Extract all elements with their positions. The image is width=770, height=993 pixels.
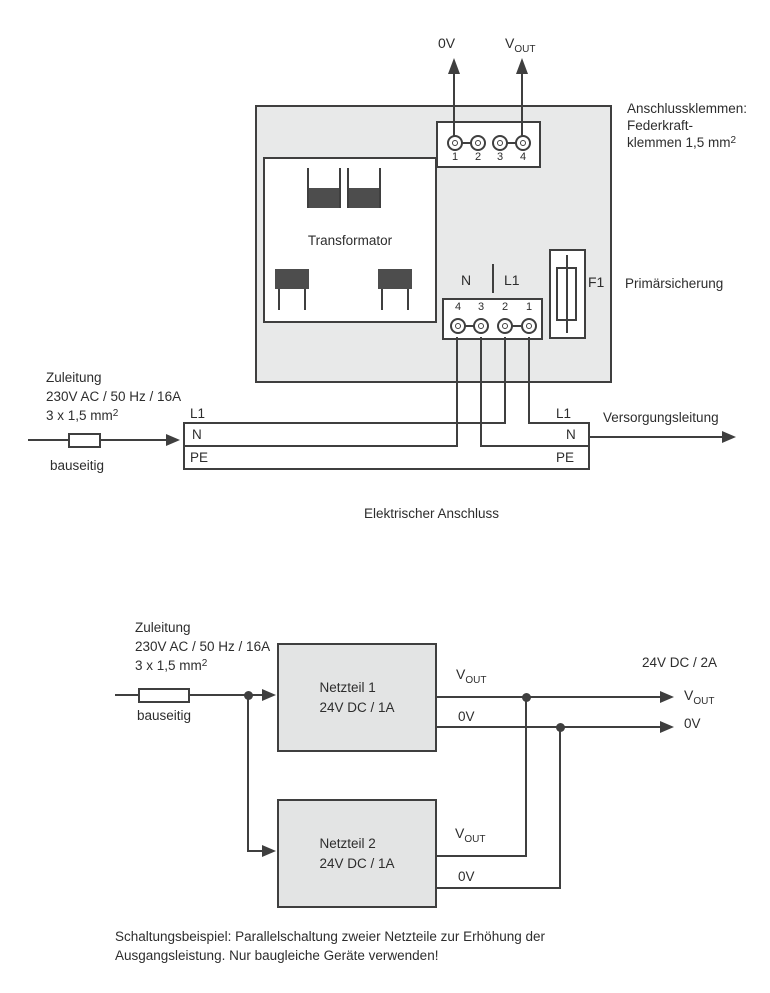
branch-wire (247, 850, 262, 852)
coil-leg (381, 289, 383, 310)
annotation-line: klemmen 1,5 mm (627, 135, 731, 150)
label-psu1-vout (456, 666, 487, 686)
label-l1-left: L1 (190, 406, 206, 421)
label-n-right: N (566, 427, 576, 442)
bus-right-edge (588, 422, 590, 470)
bus-pe-line (183, 468, 590, 470)
transformer-label: Transformator (307, 233, 393, 248)
annotation-anschlussklemmen (627, 100, 747, 153)
label-l1-block: L1 (504, 272, 520, 288)
psu1-rating: 24V DC / 1A (319, 699, 395, 715)
vout-main: V (456, 666, 466, 682)
caption-line: Ausgangsleistung. Nur baugleiche Geräte verwenden! (115, 948, 439, 963)
wire-output-0v (453, 74, 455, 137)
wire-terminal3-n (480, 337, 482, 447)
psu2-text (277, 799, 437, 908)
label-pe-left: PE (190, 450, 209, 465)
label-f1: F1 (588, 274, 605, 290)
label-psu1-0v: 0V (458, 709, 475, 724)
label-output-0v: 0V (684, 716, 701, 731)
terminal-number: 3 (496, 151, 504, 163)
annotation-line: Anschlussklemmen: (627, 101, 748, 116)
label-pe-right: PE (556, 450, 575, 465)
parallel-wire-vout (525, 697, 527, 857)
terminal-number: 3 (477, 301, 485, 313)
branch-wire (247, 695, 249, 851)
coil-icon (307, 168, 341, 208)
wire-terminal2-l1 (504, 337, 506, 424)
supply-text (46, 408, 118, 424)
terminal-number: 2 (474, 151, 482, 163)
coil-icon (378, 269, 412, 289)
psu1-0v-wire (437, 726, 660, 728)
label-n-block: N (461, 272, 472, 288)
psu1-vout-wire (437, 696, 660, 698)
label-combined-rating: 24V DC / 2A (642, 655, 718, 670)
arrow-right-icon (262, 689, 276, 701)
line-fuse-icon (68, 433, 101, 448)
bus-left-edge (183, 422, 185, 470)
psu2-rating: 24V DC / 1A (319, 855, 395, 871)
vout-main: V (455, 825, 465, 841)
terminal-number: 4 (519, 151, 527, 163)
terminal-number: 1 (525, 301, 533, 313)
psu2-vout-wire (437, 855, 527, 857)
junction-dot (244, 691, 253, 700)
supply-text-base: 3 x 1,5 mm (135, 658, 202, 673)
fuse-f1-icon (556, 267, 577, 321)
label-vout-top (505, 35, 536, 55)
annotation-line: Federkraft- (627, 118, 694, 133)
vout-sub: OUT (465, 675, 487, 686)
arrow-right-icon (262, 845, 276, 857)
vout-sub: OUT (514, 44, 536, 55)
bus-l1-line-right (528, 422, 590, 424)
supply-text: Zuleitung (46, 370, 102, 385)
terminal-circle (497, 318, 513, 334)
terminal-circle (473, 318, 489, 334)
psu1-name: Netzteil 1 (319, 679, 376, 695)
terminal-circle (450, 318, 466, 334)
terminal-link (512, 325, 521, 327)
supply-text: 230V AC / 50 Hz / 16A (135, 639, 271, 654)
label-l1-right: L1 (556, 406, 572, 421)
label-n-left: N (192, 427, 202, 442)
coil-leg (278, 289, 280, 310)
terminal-number: 1 (451, 151, 459, 163)
arrow-right-icon (166, 434, 180, 446)
arrow-up-icon (516, 58, 528, 74)
bus-n-line-right (480, 445, 590, 447)
terminal-circle (515, 135, 531, 151)
psu2-0v-wire (437, 887, 561, 889)
caption-line: Schaltungsbeispiel: Parallelschaltung zweier Netzteile zur Erhöhung der (115, 929, 545, 944)
supply-text-sup: 2 (112, 408, 119, 419)
divider-tick (492, 264, 494, 293)
supply-text-sup: 2 (201, 658, 208, 669)
bus-l1-line-left (183, 422, 506, 424)
label-psu2-vout (455, 825, 486, 845)
arrow-right-icon (722, 431, 736, 443)
arrow-right-icon (660, 691, 674, 703)
label-bauseitig: bauseitig (137, 708, 192, 723)
vout-sub: OUT (464, 834, 486, 845)
label-0v-top: 0V (438, 35, 456, 51)
caption-elektrischer-anschluss: Elektrischer Anschluss (364, 506, 500, 521)
supply-text-base: 3 x 1,5 mm (46, 408, 113, 423)
label-psu2-0v: 0V (458, 869, 475, 884)
label-primaersicherung: Primärsicherung (625, 276, 724, 291)
wire-output-vout (521, 74, 523, 137)
terminal-number: 2 (501, 301, 509, 313)
junction-dot (556, 723, 565, 732)
junction-dot (522, 693, 531, 702)
terminal-circle (447, 135, 463, 151)
bus-n-line-left (183, 445, 458, 447)
versorgung-wire (590, 436, 722, 438)
caption-schaltungsbeispiel (115, 927, 545, 965)
terminal-circle (521, 318, 537, 334)
parallel-wire-0v (559, 727, 561, 889)
label-bauseitig: bauseitig (50, 458, 105, 473)
supply-text: Zuleitung (135, 620, 191, 635)
coil-icon (347, 168, 381, 208)
label-output-vout (684, 687, 715, 707)
terminal-circle (470, 135, 486, 151)
annotation-sup: 2 (730, 135, 737, 146)
wire-terminal4-n (456, 337, 458, 447)
terminal-number: 4 (454, 301, 462, 313)
terminal-circle (492, 135, 508, 151)
supply-text (135, 658, 207, 674)
psu2-name: Netzteil 2 (319, 835, 376, 851)
coil-leg (304, 289, 306, 310)
arrow-right-icon (660, 721, 674, 733)
psu1-text (277, 643, 437, 752)
line-fuse-icon (138, 688, 190, 703)
coil-icon (275, 269, 309, 289)
vout-sub: OUT (693, 696, 715, 707)
supply-text: 230V AC / 50 Hz / 16A (46, 389, 182, 404)
vout-main: V (505, 35, 515, 51)
vout-main: V (684, 687, 694, 703)
wire-terminal1-l1 (528, 337, 530, 424)
arrow-up-icon (448, 58, 460, 74)
coil-leg (407, 289, 409, 310)
label-versorgungsleitung: Versorgungsleitung (603, 410, 719, 425)
